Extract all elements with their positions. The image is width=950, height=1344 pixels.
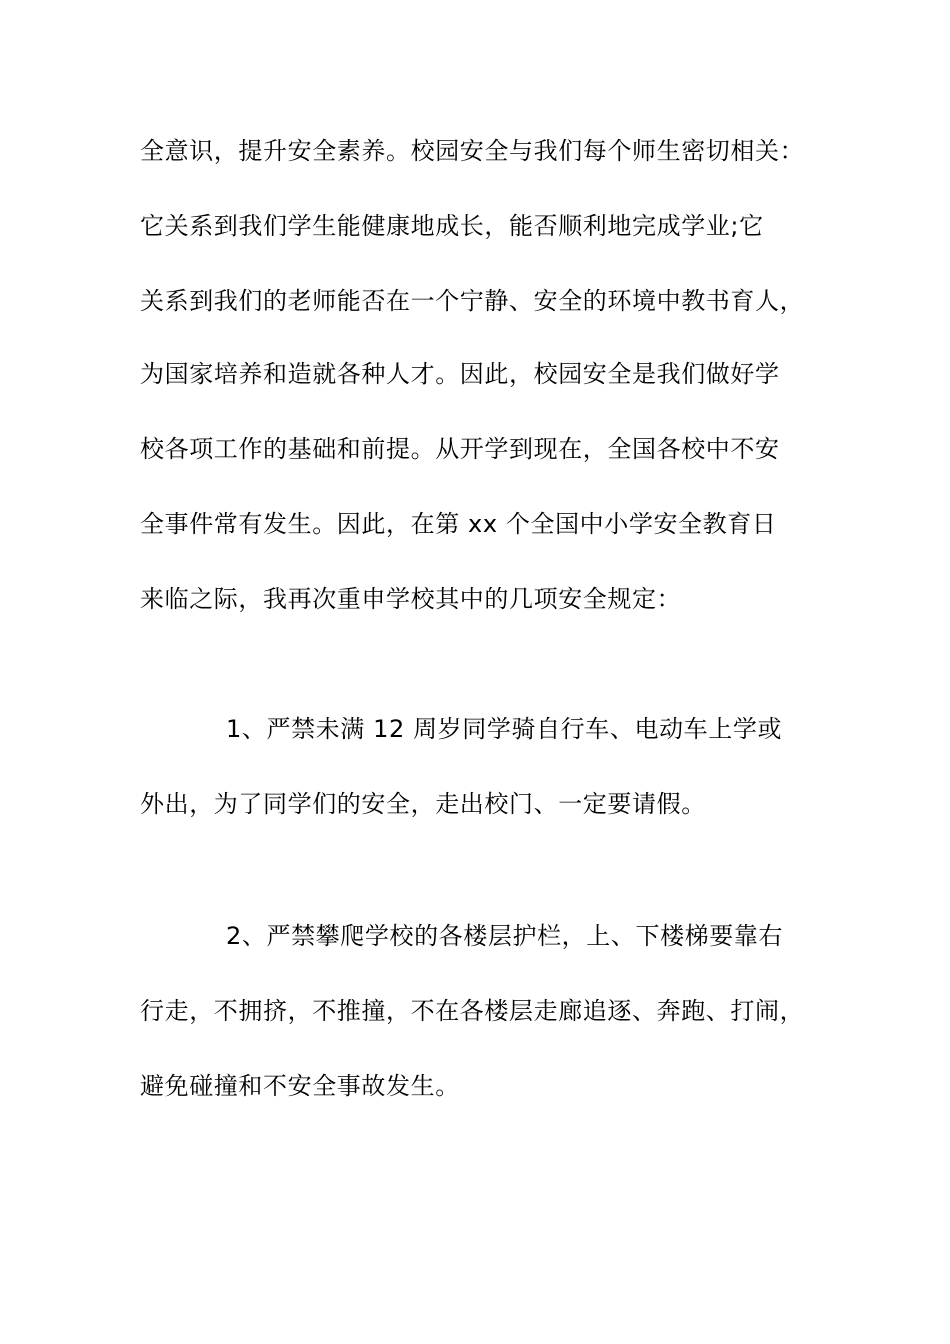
paragraph-line: 来临之际，我再次重申学校其中的几项安全规定： — [140, 585, 682, 613]
rule-line: 1、严禁未满 12 周岁同学骑自行车、电动车上学或 — [226, 715, 783, 743]
paragraph-line: 它关系到我们学生能健康地成长，能否顺利地完成学业;它 — [140, 212, 764, 240]
paragraph-line: 为国家培养和造就各种人才。因此，校园安全是我们做好学 — [140, 360, 780, 388]
rule-line: 避免碰撞和不安全事故发生。 — [140, 1072, 460, 1100]
paragraph-line: 全意识，提升安全素养。校园安全与我们每个师生密切相关： — [140, 137, 805, 165]
paragraph-line: 全事件常有发生。因此，在第 xx 个全国中小学安全教育日 — [140, 510, 777, 538]
paragraph-line: 关系到我们的老师能否在一个宁静、安全的环境中教书育人， — [140, 287, 805, 315]
paragraph-line: 校各项工作的基础和前提。从开学到现在，全国各校中不安 — [140, 435, 780, 463]
rule-line: 行走，不拥挤，不推撞，不在各楼层走廊追逐、奔跑、打闹， — [140, 997, 805, 1025]
rule-line: 2、严禁攀爬学校的各楼层护栏，上、下楼梯要靠右 — [226, 922, 784, 950]
rule-line: 外出，为了同学们的安全，走出校门、一定要请假。 — [140, 790, 706, 818]
